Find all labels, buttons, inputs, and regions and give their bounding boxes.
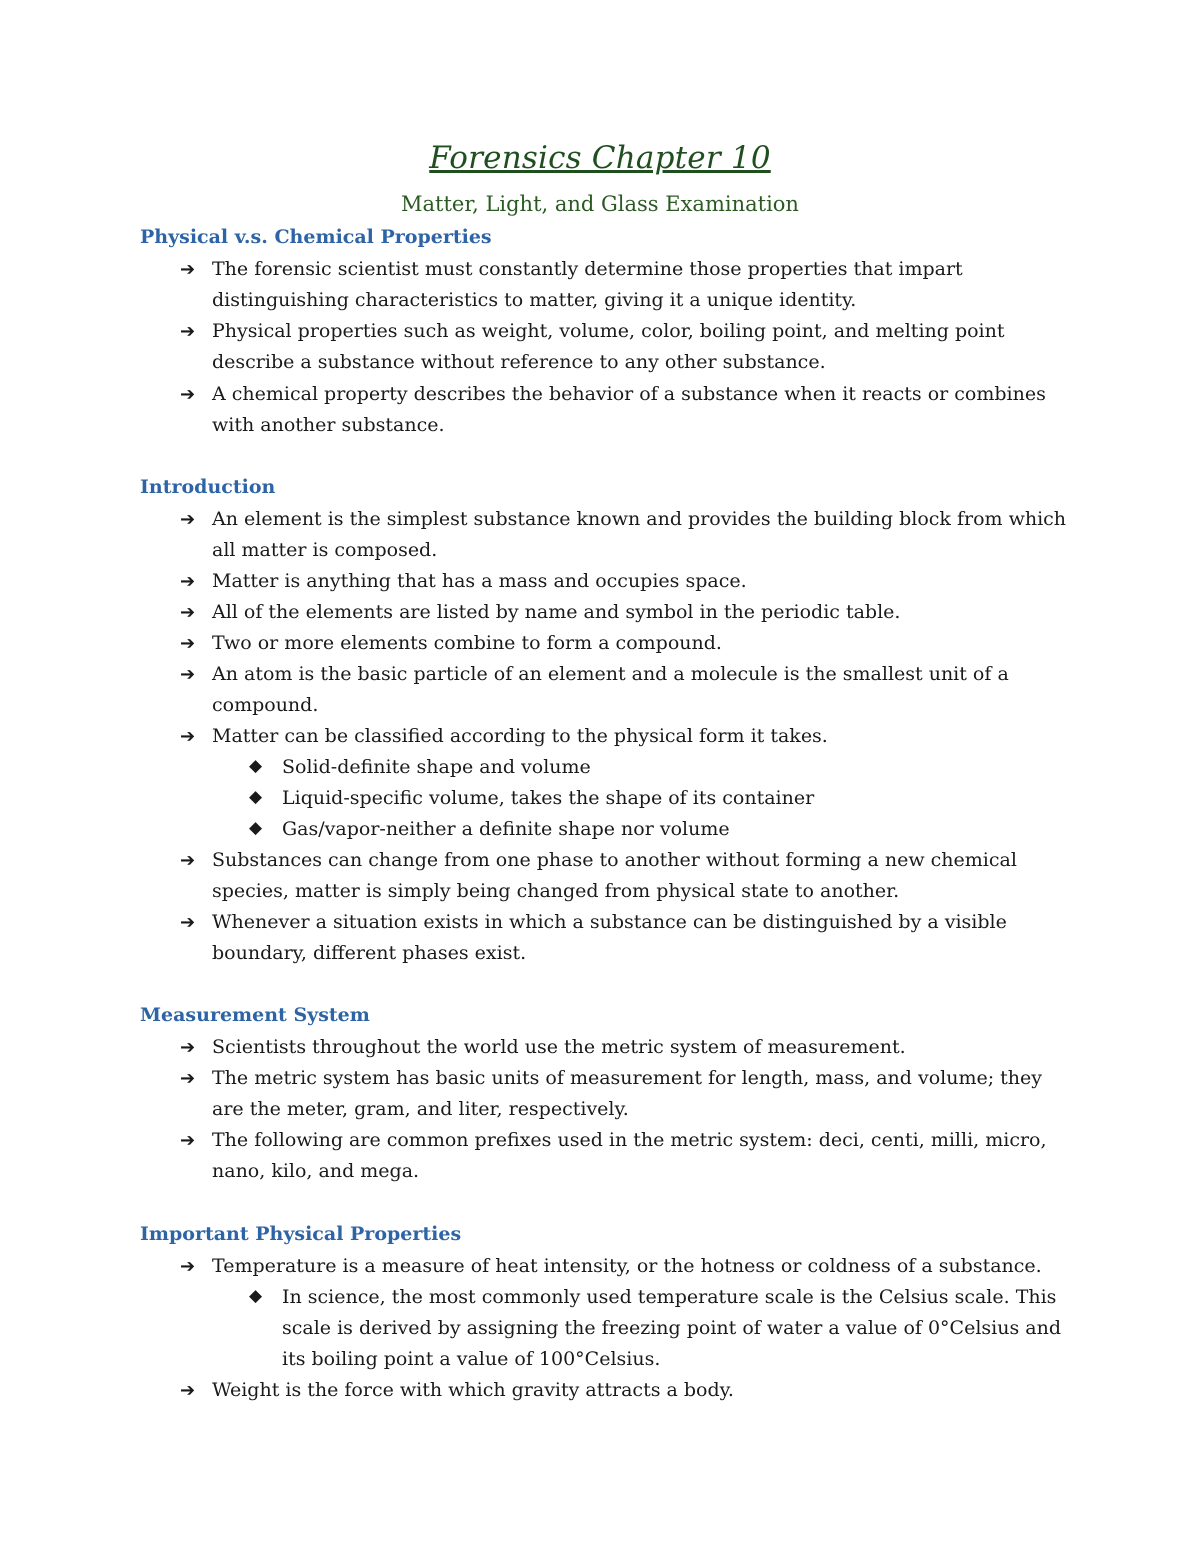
arrow-bullet-icon: ➔ (180, 850, 196, 871)
document-subtitle: Matter, Light, and Glass Examination (401, 192, 799, 216)
list-item-text: Scientists throughout the world use the metric system of measurement. (212, 1036, 906, 1058)
list-item (180, 1125, 1072, 1187)
section-heading-important-physical-properties: Important Physical Properties (140, 1223, 462, 1245)
sub-list-item-text: In science, the most commonly used temperature scale is the Celsius scale. This scale is derived by assigning the freezing point of water a value of 0°Celsius and its boiling point a value of 100°Celsius. (282, 1286, 1061, 1370)
diamond-bullet-icon: ◆ (249, 756, 263, 776)
arrow-bullet-icon: ➔ (180, 726, 196, 747)
list-item (180, 504, 1072, 566)
list-item-text: The metric system has basic units of measurement for length, mass, and volume; they are the meter, gram, and liter, respectively. (212, 1067, 1043, 1120)
section-heading-physical-vs-chemical: Physical v.s. Chemical Properties (140, 226, 492, 248)
list-item-text: Weight is the force with which gravity attracts a body. (212, 1379, 734, 1401)
arrow-bullet-icon: ➔ (180, 321, 196, 342)
arrow-bullet-icon: ➔ (180, 912, 196, 933)
list-item (180, 907, 1072, 969)
section-heading-measurement-system: Measurement System (140, 1004, 370, 1026)
diamond-bullet-icon: ◆ (249, 787, 263, 807)
sub-list-item-text: Liquid-specific volume, takes the shape of its container (282, 787, 815, 809)
list-item-text: An element is the simplest substance known and provides the building block from which all matter is composed. (212, 508, 1067, 561)
list-item-text: Physical properties such as weight, volume, color, boiling point, and melting point describe a substance without reference to any other substance. (212, 320, 1005, 373)
arrow-bullet-icon: ➔ (180, 571, 196, 592)
arrow-bullet-icon: ➔ (180, 602, 196, 623)
arrow-bullet-icon: ➔ (180, 664, 196, 685)
document-title: Forensics Chapter 10 (429, 140, 771, 176)
sub-list-item (249, 783, 1072, 814)
list-item (180, 845, 1072, 907)
list-item (180, 316, 1072, 378)
list-item-text: Two or more elements combine to form a compound. (212, 632, 722, 654)
list-item (180, 379, 1072, 441)
arrow-bullet-icon: ➔ (180, 259, 196, 280)
arrow-bullet-icon: ➔ (180, 1256, 196, 1277)
arrow-bullet-icon: ➔ (180, 633, 196, 654)
arrow-bullet-icon: ➔ (180, 1130, 196, 1151)
list-item-text: The following are common prefixes used in the metric system: deci, centi, milli, micro, nano, kilo, and mega. (212, 1129, 1047, 1182)
list-item (180, 659, 1072, 721)
list-item-text: All of the elements are listed by name and symbol in the periodic table. (212, 601, 901, 623)
sub-list-item (249, 752, 1072, 783)
list-item-text: Whenever a situation exists in which a substance can be distinguished by a visible boundary, different phases exist. (212, 911, 1007, 964)
list-item (180, 1063, 1072, 1125)
list-item-text: A chemical property describes the behavior of a substance when it reacts or combines with another substance. (212, 383, 1046, 436)
sub-list-item-text: Gas/vapor-neither a definite shape nor volume (282, 818, 730, 840)
list-item-text: An atom is the basic particle of an element and a molecule is the smallest unit of a compound. (212, 663, 1009, 716)
arrow-bullet-icon: ➔ (180, 509, 196, 530)
list-item (180, 254, 1072, 316)
list-item (180, 1375, 1072, 1406)
sub-list-item (249, 1282, 1072, 1375)
list-item-text: Matter is anything that has a mass and occupies space. (212, 570, 747, 592)
list-item (180, 1032, 1072, 1063)
list-item-text: The forensic scientist must constantly determine those properties that impart distinguishing characteristics to matter, giving it a unique identity. (212, 258, 963, 311)
arrow-bullet-icon: ➔ (180, 1068, 196, 1089)
list-item (180, 566, 1072, 597)
list-item (180, 597, 1072, 628)
list-item-text: Matter can be classified according to the physical form it takes. (212, 725, 828, 747)
section-heading-introduction: Introduction (140, 476, 276, 498)
sub-list-item (249, 814, 1072, 845)
list-item-text: Substances can change from one phase to another without forming a new chemical species, matter is simply being changed from physical state to another. (212, 849, 1017, 902)
list-item (180, 628, 1072, 659)
list-item (180, 1251, 1072, 1282)
arrow-bullet-icon: ➔ (180, 384, 196, 405)
arrow-bullet-icon: ➔ (180, 1380, 196, 1401)
diamond-bullet-icon: ◆ (249, 1286, 263, 1306)
sub-list-item-text: Solid-definite shape and volume (282, 756, 591, 778)
list-item-text: Temperature is a measure of heat intensity, or the hotness or coldness of a substance. (212, 1255, 1042, 1277)
arrow-bullet-icon: ➔ (180, 1037, 196, 1058)
list-item (180, 721, 1072, 752)
diamond-bullet-icon: ◆ (249, 818, 263, 838)
